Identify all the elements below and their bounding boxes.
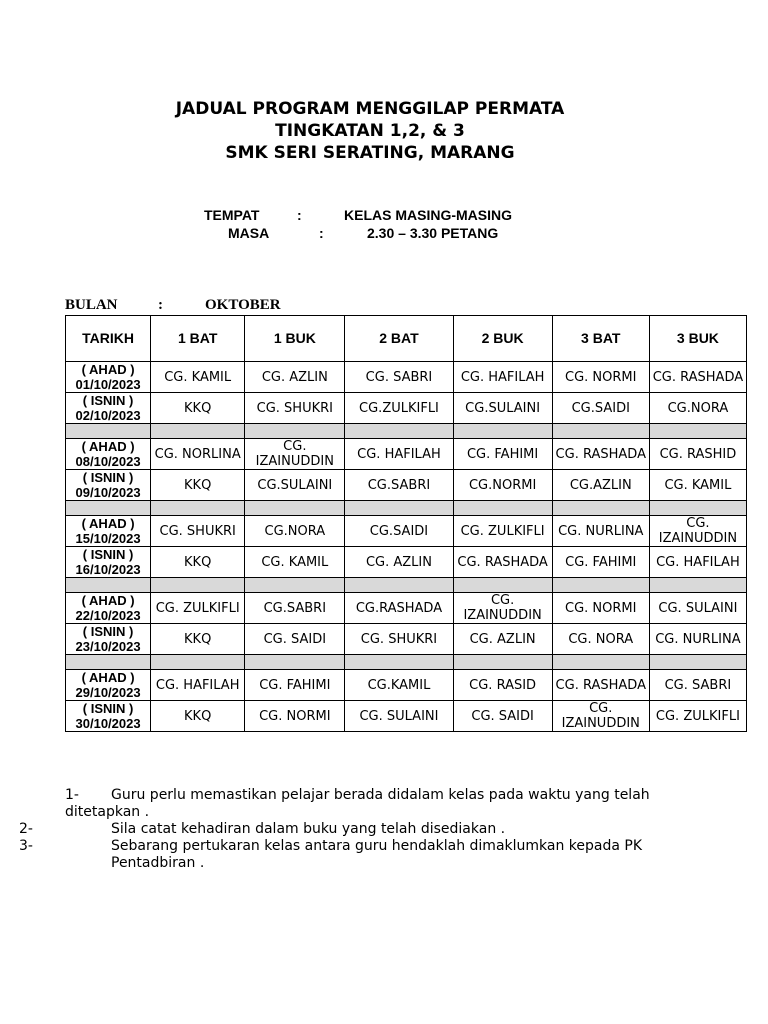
note-text: Guru perlu memastikan pelajar berada didalam kelas pada waktu yang telah ditetapkan .	[65, 787, 650, 820]
header-3-buk: 3 BUK	[649, 316, 746, 362]
teacher-cell: CG. RASHADA	[552, 439, 649, 470]
note-text: Sebarang pertukaran kelas antara guru hendaklah dimaklumkan kepada PK Pentadbiran .	[111, 838, 643, 871]
teacher-cell: CG. HAFILAH	[649, 547, 746, 578]
separator-cell	[649, 424, 746, 439]
teacher-cell: CG.NORA	[649, 393, 746, 424]
header-tarikh: TARIKH	[66, 316, 151, 362]
teacher-cell: CG.NORA	[245, 516, 345, 547]
separator-cell	[345, 655, 453, 670]
teacher-cell: CG. SAIDI	[245, 624, 345, 655]
day-name: ( AHAD )	[81, 516, 135, 531]
date-value: 09/10/2023	[75, 485, 141, 500]
week-separator	[66, 578, 747, 593]
day-name: ( ISNIN )	[82, 393, 134, 408]
separator-cell	[453, 424, 552, 439]
teacher-cell: CG. RASHID	[649, 439, 746, 470]
separator-cell	[552, 424, 649, 439]
separator-cell	[649, 578, 746, 593]
week-separator	[66, 655, 747, 670]
date-cell	[66, 362, 151, 393]
teacher-cell: CG. SAIDI	[453, 701, 552, 732]
date-cell	[66, 547, 151, 578]
date-value: 30/10/2023	[75, 716, 141, 731]
date-value: 22/10/2023	[75, 608, 141, 623]
separator-cell	[245, 501, 345, 516]
teacher-cell: KKQ	[151, 393, 245, 424]
separator-cell	[151, 655, 245, 670]
separator-cell	[245, 424, 345, 439]
teacher-cell: CG. ZULKIFLI	[151, 593, 245, 624]
separator-cell	[453, 501, 552, 516]
teacher-cell: CG. NORLINA	[151, 439, 245, 470]
day-name: ( ISNIN )	[82, 701, 134, 716]
teacher-cell: CG.NORMI	[453, 470, 552, 501]
teacher-cell: CG. RASHADA	[649, 362, 746, 393]
title-line-2: TINGKATAN 1,2, & 3	[275, 121, 465, 141]
date-cell	[66, 670, 151, 701]
separator-cell	[345, 424, 453, 439]
bulan-colon: :	[158, 297, 163, 313]
teacher-cell: CG. AZLIN	[345, 547, 453, 578]
separator-cell	[66, 578, 151, 593]
teacher-cell: CG. IZAINUDDIN	[649, 516, 746, 547]
schedule-body	[66, 362, 747, 732]
teacher-cell: KKQ	[151, 547, 245, 578]
table-row	[66, 624, 747, 655]
table-row	[66, 439, 747, 470]
table-row	[66, 362, 747, 393]
teacher-cell: CG.KAMIL	[345, 670, 453, 701]
title-line-1: JADUAL PROGRAM MENGGILAP PERMATA	[175, 99, 565, 119]
date-value: 29/10/2023	[75, 685, 141, 700]
header-row	[66, 316, 747, 362]
day-name: ( AHAD )	[81, 593, 135, 608]
separator-cell	[66, 424, 151, 439]
teacher-cell: CG. AZLIN	[453, 624, 552, 655]
teacher-cell: CG. SULAINI	[345, 701, 453, 732]
date-value: 16/10/2023	[75, 562, 141, 577]
date-cell	[66, 439, 151, 470]
note-1	[65, 787, 725, 821]
teacher-cell: CG. SABRI	[345, 362, 453, 393]
date-value: 23/10/2023	[75, 639, 141, 654]
teacher-cell: CG.SABRI	[345, 470, 453, 501]
teacher-cell: CG. IZAINUDDIN	[453, 593, 552, 624]
day-name: ( AHAD )	[81, 670, 135, 685]
bulan-value: OKTOBER	[205, 297, 281, 313]
teacher-cell: CG. SHUKRI	[245, 393, 345, 424]
teacher-cell: CG. SHUKRI	[345, 624, 453, 655]
date-value: 15/10/2023	[75, 531, 141, 546]
header-1-bat: 1 BAT	[151, 316, 245, 362]
day-name: ( ISNIN )	[82, 624, 134, 639]
teacher-cell: CG. HAFILAH	[151, 670, 245, 701]
masa-label: MASA	[228, 225, 270, 241]
date-cell	[66, 470, 151, 501]
separator-cell	[245, 655, 345, 670]
teacher-cell: CG. AZLIN	[245, 362, 345, 393]
teacher-cell: CG. IZAINUDDIN	[245, 439, 345, 470]
header-2-buk: 2 BUK	[453, 316, 552, 362]
separator-cell	[649, 501, 746, 516]
separator-cell	[245, 578, 345, 593]
teacher-cell: CG. KAMIL	[245, 547, 345, 578]
separator-cell	[345, 578, 453, 593]
day-name: ( ISNIN )	[82, 547, 134, 562]
teacher-cell: CG. ZULKIFLI	[453, 516, 552, 547]
week-separator	[66, 501, 747, 516]
teacher-cell: CG. NORMI	[552, 593, 649, 624]
masa-colon: :	[319, 225, 324, 241]
date-value: 01/10/2023	[75, 377, 141, 392]
teacher-cell: CG. FAHIMI	[552, 547, 649, 578]
separator-cell	[649, 655, 746, 670]
teacher-cell: CG. SULAINI	[649, 593, 746, 624]
separator-cell	[66, 655, 151, 670]
separator-cell	[345, 501, 453, 516]
note-text: Sila catat kehadiran dalam buku yang telah disediakan .	[111, 821, 506, 837]
note-2	[19, 821, 725, 838]
note-number: 2-	[19, 821, 33, 837]
tempat-value: KELAS MASING-MASING	[344, 207, 512, 223]
teacher-cell: CG. NORA	[552, 624, 649, 655]
separator-cell	[552, 578, 649, 593]
date-value: 08/10/2023	[75, 454, 141, 469]
schedule-table	[65, 315, 747, 732]
teacher-cell: CG.SULAINI	[453, 393, 552, 424]
teacher-cell: CG.ZULKIFLI	[345, 393, 453, 424]
teacher-cell: CG. NORMI	[552, 362, 649, 393]
teacher-cell: KKQ	[151, 624, 245, 655]
tempat-label: TEMPAT	[204, 207, 260, 223]
teacher-cell: CG. NORMI	[245, 701, 345, 732]
header-2-bat: 2 BAT	[345, 316, 453, 362]
note-3	[19, 838, 725, 872]
separator-cell	[66, 501, 151, 516]
teacher-cell: CG. KAMIL	[649, 470, 746, 501]
date-cell	[66, 593, 151, 624]
teacher-cell: KKQ	[151, 701, 245, 732]
teacher-cell: CG. NURLINA	[649, 624, 746, 655]
table-row	[66, 470, 747, 501]
teacher-cell: CG. NURLINA	[552, 516, 649, 547]
tempat-colon: :	[297, 207, 302, 223]
date-cell	[66, 516, 151, 547]
teacher-cell: CG. RASHADA	[552, 670, 649, 701]
notes	[19, 787, 725, 872]
teacher-cell: CG. SHUKRI	[151, 516, 245, 547]
table-row	[66, 393, 747, 424]
separator-cell	[151, 501, 245, 516]
date-cell	[66, 701, 151, 732]
teacher-cell: CG.SABRI	[245, 593, 345, 624]
date-cell	[66, 393, 151, 424]
separator-cell	[453, 578, 552, 593]
teacher-cell: CG. ZULKIFLI	[649, 701, 746, 732]
teacher-cell: CG. FAHIMI	[453, 439, 552, 470]
title-line-3: SMK SERI SERATING, MARANG	[225, 143, 515, 163]
teacher-cell: KKQ	[151, 470, 245, 501]
teacher-cell: CG. HAFILAH	[453, 362, 552, 393]
teacher-cell: CG.SAIDI	[345, 516, 453, 547]
separator-cell	[453, 655, 552, 670]
teacher-cell: CG. IZAINUDDIN	[552, 701, 649, 732]
day-name: ( ISNIN )	[82, 470, 134, 485]
note-number: 1-	[65, 787, 79, 803]
teacher-cell: CG.SAIDI	[552, 393, 649, 424]
date-cell	[66, 624, 151, 655]
teacher-cell: CG. KAMIL	[151, 362, 245, 393]
day-name: ( AHAD )	[81, 439, 135, 454]
teacher-cell: CG.RASHADA	[345, 593, 453, 624]
table-row	[66, 593, 747, 624]
header-1-buk: 1 BUK	[245, 316, 345, 362]
teacher-cell: CG. SABRI	[649, 670, 746, 701]
table-row	[66, 670, 747, 701]
separator-cell	[151, 578, 245, 593]
teacher-cell: CG. RASHADA	[453, 547, 552, 578]
teacher-cell: CG. HAFILAH	[345, 439, 453, 470]
table-row	[66, 701, 747, 732]
teacher-cell: CG. FAHIMI	[245, 670, 345, 701]
teacher-cell: CG. RASID	[453, 670, 552, 701]
header-3-bat: 3 BAT	[552, 316, 649, 362]
teacher-cell: CG.AZLIN	[552, 470, 649, 501]
day-name: ( AHAD )	[81, 362, 135, 377]
separator-cell	[552, 501, 649, 516]
date-value: 02/10/2023	[75, 408, 141, 423]
table-row	[66, 547, 747, 578]
separator-cell	[151, 424, 245, 439]
table-row	[66, 516, 747, 547]
week-separator	[66, 424, 747, 439]
masa-value: 2.30 – 3.30 PETANG	[367, 225, 499, 241]
bulan-label: BULAN	[65, 297, 118, 313]
teacher-cell: CG.SULAINI	[245, 470, 345, 501]
separator-cell	[552, 655, 649, 670]
note-number: 3-	[19, 838, 33, 854]
